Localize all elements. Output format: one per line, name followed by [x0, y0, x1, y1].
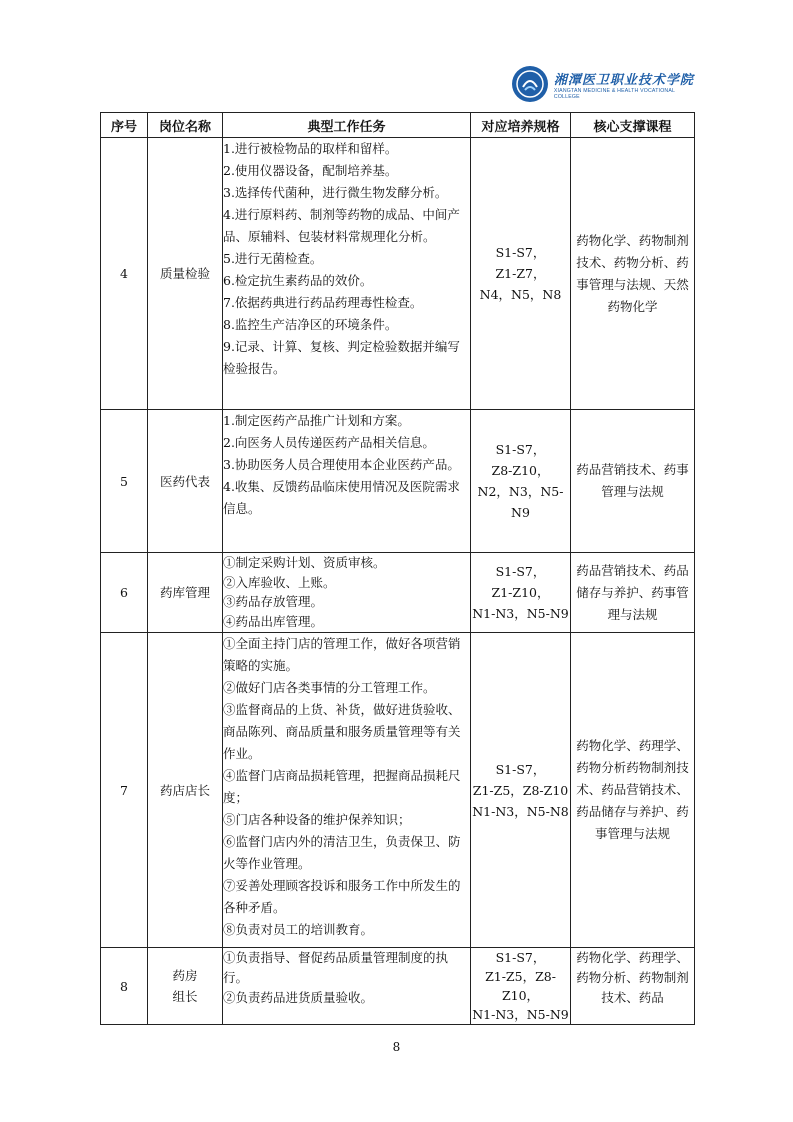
row-position: 药库管理 — [148, 553, 223, 633]
row-courses: 药物化学、药物制剂技术、药物分析、药事管理与法规、天然药物化学 — [571, 138, 695, 410]
row-number: 7 — [101, 633, 148, 948]
task-item: ⑧负责对员工的培训教育。 — [223, 922, 374, 937]
task-item: 6.检定抗生素药品的效价。 — [223, 273, 373, 288]
row-tasks — [223, 633, 471, 948]
task-item: ⑥监督门店内外的清洁卫生，负责保卫、防火等作业管理。 — [223, 834, 461, 871]
row-spec — [471, 553, 571, 633]
task-item: ④药品出库管理。 — [223, 613, 324, 629]
task-item: 2.向医务人员传递医药产品相关信息。 — [223, 435, 435, 450]
row-position: 质量检验 — [148, 138, 223, 410]
row-position: 药店店长 — [148, 633, 223, 948]
task-item: ⑤门店各种设备的维护保养知识； — [223, 812, 411, 827]
spec-line: S1-S7， — [495, 245, 546, 260]
col-header-position: 岗位名称 — [148, 113, 223, 138]
spec-line: S1-S7， — [495, 761, 546, 777]
task-item: ①制定采购计划、资质审核。 — [223, 555, 386, 570]
spec-line: Z1-Z7， — [495, 266, 546, 281]
spec-line: Z1-Z10， — [491, 585, 550, 600]
table-row — [101, 553, 695, 633]
task-item: ②做好门店各类事情的分工管理工作。 — [223, 680, 436, 695]
task-item: 4.进行原料药、制剂等药物的成品、中间产品、原辅料、包装材料常规理化分析。 — [223, 207, 460, 244]
task-item: ⑦妥善处理顾客投诉和服务工作中所发生的各种矛盾。 — [223, 878, 461, 915]
col-header-tasks: 典型工作任务 — [223, 113, 471, 138]
job-task-table — [100, 112, 695, 1025]
row-courses: 药品营销技术、药事管理与法规 — [571, 410, 695, 553]
table-row — [101, 948, 695, 1025]
college-emblem-icon — [512, 66, 548, 102]
task-item: 5.进行无菌检查。 — [223, 251, 323, 266]
spec-line: N2，N3，N5-N9 — [477, 484, 564, 520]
row-courses: 药物化学、药理学、药物分析药物制剂技术、药品营销技术、药品储存与养护、药事管理与法规 — [571, 633, 695, 948]
spec-line: N1-N3，N5-N9 — [472, 1007, 569, 1022]
task-item: 3.选择传代菌种，进行微生物发酵分析。 — [223, 185, 448, 200]
row-number: 6 — [101, 553, 148, 633]
row-number: 4 — [101, 138, 148, 410]
spec-line: N1-N3，N5-N8 — [472, 803, 569, 819]
spec-line: Z1-Z5，Z8-Z10 — [472, 782, 569, 798]
task-item: ②负责药品进货质量验收。 — [223, 990, 374, 1005]
col-header-courses: 核心支撑课程 — [571, 113, 695, 138]
row-number: 5 — [101, 410, 148, 553]
spec-line: Z1-Z5，Z8-Z10， — [485, 969, 556, 1003]
row-position: 药房组长 — [148, 948, 223, 1025]
task-item: ②入库验收、上账。 — [223, 574, 336, 590]
logo-chinese-name: 湘潭医卫职业技术学院 — [553, 72, 694, 88]
row-spec — [471, 410, 571, 553]
task-item: ①负责指导、督促药品质量管理制度的执行。 — [223, 950, 449, 985]
table-row — [101, 138, 695, 410]
spec-line: S1-S7， — [495, 950, 546, 965]
col-header-spec: 对应培养规格 — [471, 113, 571, 138]
row-tasks — [223, 948, 471, 1025]
task-item: ③药品存放管理。 — [223, 594, 324, 609]
table-header-row — [101, 113, 695, 138]
spec-line: Z8-Z10， — [491, 463, 550, 478]
row-tasks — [223, 553, 471, 633]
college-logo — [512, 64, 702, 104]
row-number: 8 — [101, 948, 148, 1025]
task-item: 1.进行被检物品的取样和留样。 — [223, 141, 398, 156]
task-item: ③监督商品的上货、补货，做好进货验收、商品陈列、商品质量和服务质量管理等有关作业。 — [223, 702, 461, 761]
task-item: 9.记录、计算、复核、判定检验数据并编写检验报告。 — [223, 339, 460, 376]
row-position: 医药代表 — [148, 410, 223, 553]
task-item: 7.依据药典进行药品药理毒性检查。 — [223, 295, 423, 310]
task-item: 4.收集、反馈药品临床使用情况及医院需求信息。 — [223, 479, 460, 516]
task-item: 8.监控生产洁净区的环境条件。 — [223, 317, 398, 332]
task-item: 3.协助医务人员合理使用本企业医药产品。 — [223, 457, 460, 472]
logo-english-name: XIANGTAN MEDICINE & HEALTH VOCATIONAL COLLEGE — [553, 87, 675, 100]
row-spec — [471, 948, 571, 1025]
task-item: 2.使用仪器设备，配制培养基。 — [223, 163, 398, 178]
spec-line: N1-N3，N5-N9 — [472, 606, 569, 621]
task-item: ①全面主持门店的管理工作，做好各项营销策略的实施。 — [223, 636, 461, 673]
row-spec — [471, 633, 571, 948]
col-header-no: 序号 — [101, 113, 148, 138]
spec-line: S1-S7， — [495, 564, 546, 579]
row-courses: 药品营销技术、药品储存与养护、药事管理与法规 — [571, 553, 695, 633]
spec-line: N4，N5，N8 — [479, 287, 562, 302]
task-item: 1.制定医药产品推广计划和方案。 — [223, 413, 410, 428]
page-number: 8 — [392, 1040, 401, 1054]
spec-line: S1-S7， — [495, 442, 546, 457]
row-spec — [471, 138, 571, 410]
row-tasks — [223, 410, 471, 553]
table-row — [101, 410, 695, 553]
row-courses: 药物化学、药理学、药物分析、药物制剂技术、药品 — [571, 948, 695, 1025]
row-tasks — [223, 138, 471, 410]
task-item: ④监督门店商品损耗管理，把握商品损耗尺度； — [223, 768, 461, 805]
table-row — [101, 633, 695, 948]
